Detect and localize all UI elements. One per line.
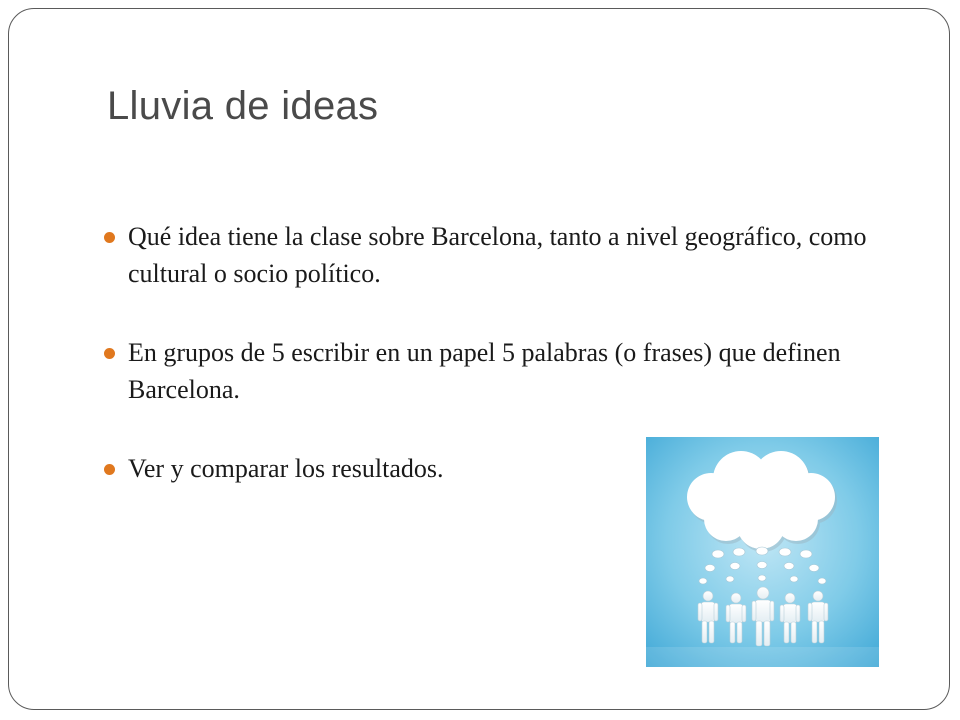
- bullet-dot-icon: [104, 464, 115, 475]
- bullet-item: [104, 218, 904, 292]
- bullet-dot-icon: [104, 348, 115, 359]
- bullet-item: [104, 334, 904, 408]
- slide-title: Lluvia de ideas: [107, 84, 379, 128]
- bullet-text: Qué idea tiene la clase sobre Barcelona, tanto a nivel geográfico, como cultural o socio político.: [128, 222, 867, 288]
- bullet-dot-icon: [104, 232, 115, 243]
- bullet-text: Ver y comparar los resultados.: [128, 454, 444, 483]
- bullet-text: En grupos de 5 escribir en un papel 5 palabras (o frases) que definen Barcelona.: [128, 338, 841, 404]
- brainstorm-cloud-people-icon: [646, 437, 879, 667]
